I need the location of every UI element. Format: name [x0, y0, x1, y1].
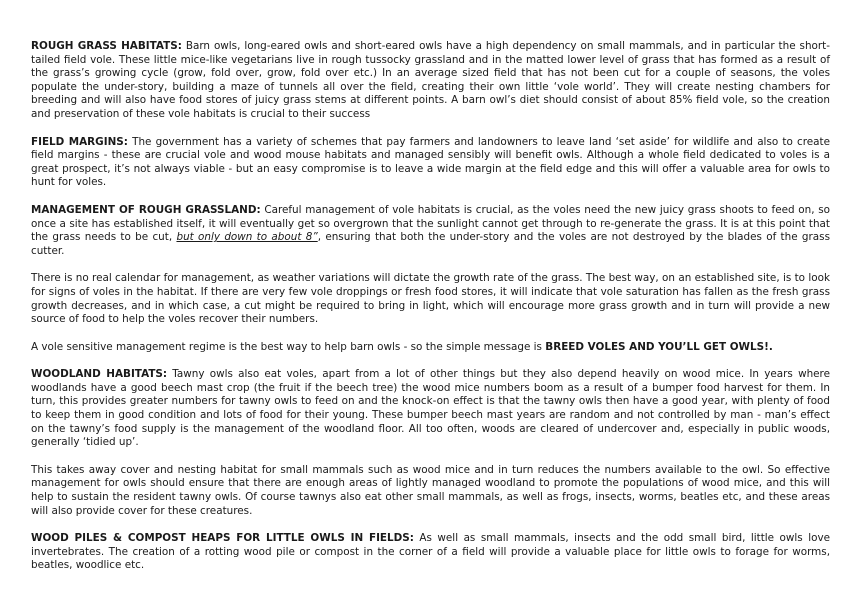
- heading-wood-piles: WOOD PILES & COMPOST HEAPS FOR LITTLE OWLS IN FIELDS:: [31, 532, 414, 545]
- paragraph-wood-piles: [31, 532, 830, 573]
- paragraph-text: , ensuring that both the under-story and the voles are not destroyed by the blades of the grass cutter.: [31, 231, 830, 257]
- paragraph-text: Tawny owls also eat voles, apart from a lot of other things but they also depend heavily on wood mice. In years where woodlands have a good beech mast crop (the fruit if the beech tree) the wood mice numbers boom as a result of a bumper food harvest for them. In turn, this provides greater numbers for tawny owls to feed on and the knock-on effect is that the tawny owls then have a good year, with plenty of food to keep them in good condition and lots of food for their young. These bumper beech mast years are random and not controlled by man - man’s effect on the tawny’s food supply is the management of the woodland floor. All too often, woods are cleared of undercover and, especially in public woods, generally ‘tidied up’.: [31, 368, 830, 449]
- underlined-emphasis: but only down to about 8”: [176, 231, 318, 244]
- paragraph-text: There is no real calendar for management, as weather variations will dictate the growth rate of the grass. The best way, on an established site, is to look for signs of voles in the habitat. If there are very few vole droppings or fresh food stores, it will indicate that vole saturation has fallen as the fresh grass growth decreases, and in which case, a cut might be required to bring in light, which will encourage more grass growth and in turn will provide a new source of food to help the voles recover their numbers.: [31, 272, 830, 326]
- paragraph-management-calendar: [31, 272, 830, 326]
- paragraph-text: A vole sensitive management regime is the best way to help barn owls - so the simple message is: [31, 340, 546, 353]
- document-page: [31, 40, 830, 587]
- paragraph-rough-grass-habitats: [31, 40, 830, 122]
- heading-field-margins: FIELD MARGINS:: [31, 135, 128, 148]
- heading-woodland-habitats: WOODLAND HABITATS:: [31, 368, 168, 381]
- bold-message: BREED VOLES AND YOU’LL GET OWLS!.: [545, 340, 773, 353]
- paragraph-management-rough-grassland: [31, 204, 830, 258]
- heading-management-rough-grassland: MANAGEMENT OF ROUGH GRASSLAND:: [31, 203, 261, 216]
- paragraph-text: Careful management of vole habitats is crucial, as the voles need the new juicy grass shoots to feed on, so once a site has established itself, it will eventually get so overgrown that the sunlight cannot get through to re-generate the grass. It is at this point that the grass needs to be cut,: [31, 203, 830, 244]
- paragraph-text: As well as small mammals, insects and the odd small bird, little owls love invertebrates. The creation of a rotting wood pile or compost in the corner of a field will provide a valuable place for little owls to forage for worms, beatles, woodlice etc.: [31, 532, 830, 572]
- paragraph-text: This takes away cover and nesting habitat for small mammals such as wood mice and in turn reduces the numbers available to the owl. So effective management for owls should ensure that there are enough areas of lightly managed woodland to promote the populations of wood mice, and this will help to sustain the resident tawny owls. Of course tawnys also eat other small mammals, as well as frogs, insects, worms, beatles etc, and these areas will also provide cover for these creatures.: [31, 463, 830, 517]
- paragraph-vole-message: [31, 341, 830, 355]
- heading-rough-grass-habitats: ROUGH GRASS HABITATS:: [31, 40, 182, 52]
- paragraph-text: The government has a variety of schemes that pay farmers and landowners to leave land ‘set aside’ for wildlife and also to create field margins - these are crucial vole and wood mouse habitats and managed sensibly will benefit owls. Although a whole field dedicated to voles is a great prospect, it’s not always viable - but an easy compromise is to leave a wide margin at the field edge and this will offer a valuable area for owls to hunt for voles.: [31, 135, 830, 189]
- paragraph-text: Barn owls, long-eared owls and short-eared owls have a high dependency on small mammals, and in particular the short-tailed field vole. These little mice-like vegetarians live in rough tussocky grassland and in the matted lower level of grass that has formed as a result of the grass’s growing cycle (grow, fold over, grow, fold over etc.) In an average sized field that has not been cut for a couple of seasons, the voles populate the under-story, building a maze of tunnels all over the field, creating their own little ‘vole world’. They will create nesting chambers for breeding and will also have food stores of juicy grass stems at different points. A barn owl’s diet should consist of about 85% field vole, so the creation and preservation of these vole habitats is crucial to their success: [31, 40, 830, 120]
- paragraph-woodland-habitats: [31, 368, 830, 450]
- paragraph-woodland-cover: [31, 464, 830, 518]
- paragraph-field-margins: [31, 136, 830, 190]
